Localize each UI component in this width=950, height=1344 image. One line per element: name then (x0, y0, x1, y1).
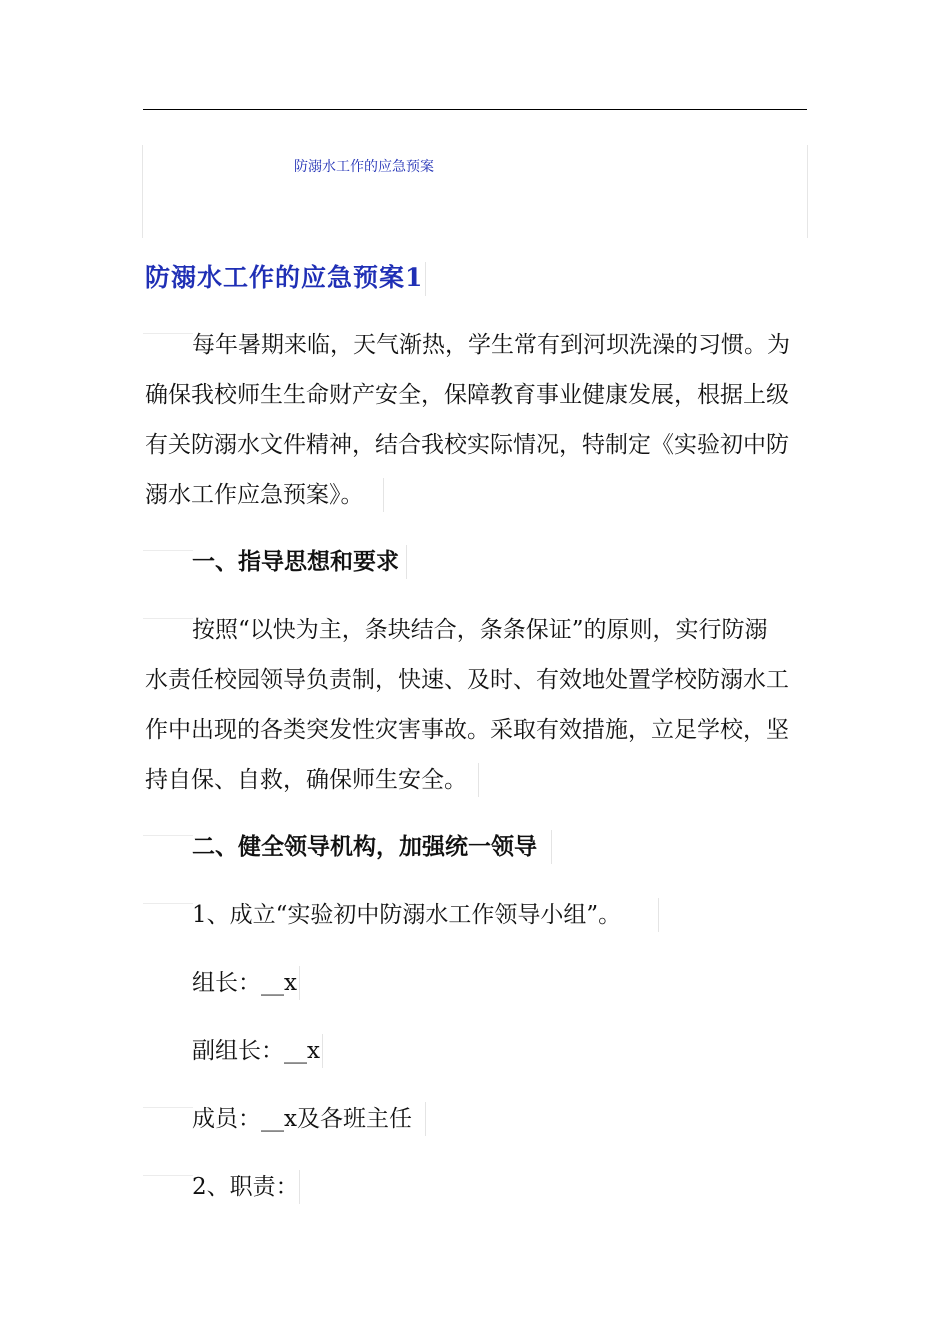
section-heading (145, 822, 537, 872)
text-guide (299, 966, 300, 1000)
list-item-text: 1、成立“实验初中防溺水工作领导小组”。 (192, 902, 622, 928)
text-guide (383, 478, 384, 512)
header-title: 防溺水工作的应急预案 (294, 159, 434, 175)
paragraph-line: 有关防溺水文件精神，结合我校实际情况，特制定《实验初中防 (145, 432, 789, 458)
intro-paragraph (145, 320, 790, 520)
text-guide (425, 1102, 426, 1136)
deputy-leader-text: 副组长：__x (192, 1038, 320, 1064)
list-item-text: 2、职责： (192, 1174, 299, 1200)
leader-text: 组长：__x (192, 970, 297, 996)
text-guide (478, 763, 479, 797)
paragraph-line: 确保我校师生生命财产安全，保障教育事业健康发展，根据上级 (145, 382, 789, 408)
list-item (145, 1162, 299, 1212)
text-guide (406, 545, 407, 579)
paragraph-line: 水责任校园领导负责制，快速、及时、有效地处置学校防溺水工 (145, 667, 789, 693)
members-text: 成员：__x及各班主任 (192, 1106, 412, 1132)
header-rule (143, 109, 807, 110)
section1-paragraph (145, 605, 789, 805)
list-item (145, 958, 297, 1008)
paragraph-line: 按照“以快为主，条块结合，条条保证”的原则，实行防溺 (192, 617, 768, 643)
list-item (145, 890, 621, 940)
section-heading-text: 一、指导思想和要求 (192, 548, 399, 575)
text-guide (658, 898, 659, 932)
section-heading (145, 537, 399, 587)
text-guide (299, 1170, 300, 1204)
paragraph-line: 溺水工作应急预案》。 (145, 482, 364, 508)
paragraph-line: 作中出现的各类突发性灾害事故。采取有效措施，立足学校，坚 (145, 717, 789, 743)
list-item (145, 1026, 320, 1076)
document-title: 防溺水工作的应急预案1 (145, 263, 424, 292)
text-guide (322, 1034, 323, 1068)
section-heading-text: 二、健全领导机构，加强统一领导 (192, 833, 537, 860)
list-item (145, 1094, 412, 1144)
text-guide (551, 830, 552, 864)
paragraph-line: 每年暑期来临，天气渐热，学生常有到河坝洗澡的习惯。为 (192, 332, 790, 358)
header-box (142, 145, 808, 238)
paragraph-line: 持自保、自救，确保师生安全。 (145, 767, 467, 793)
text-guide (425, 262, 426, 296)
